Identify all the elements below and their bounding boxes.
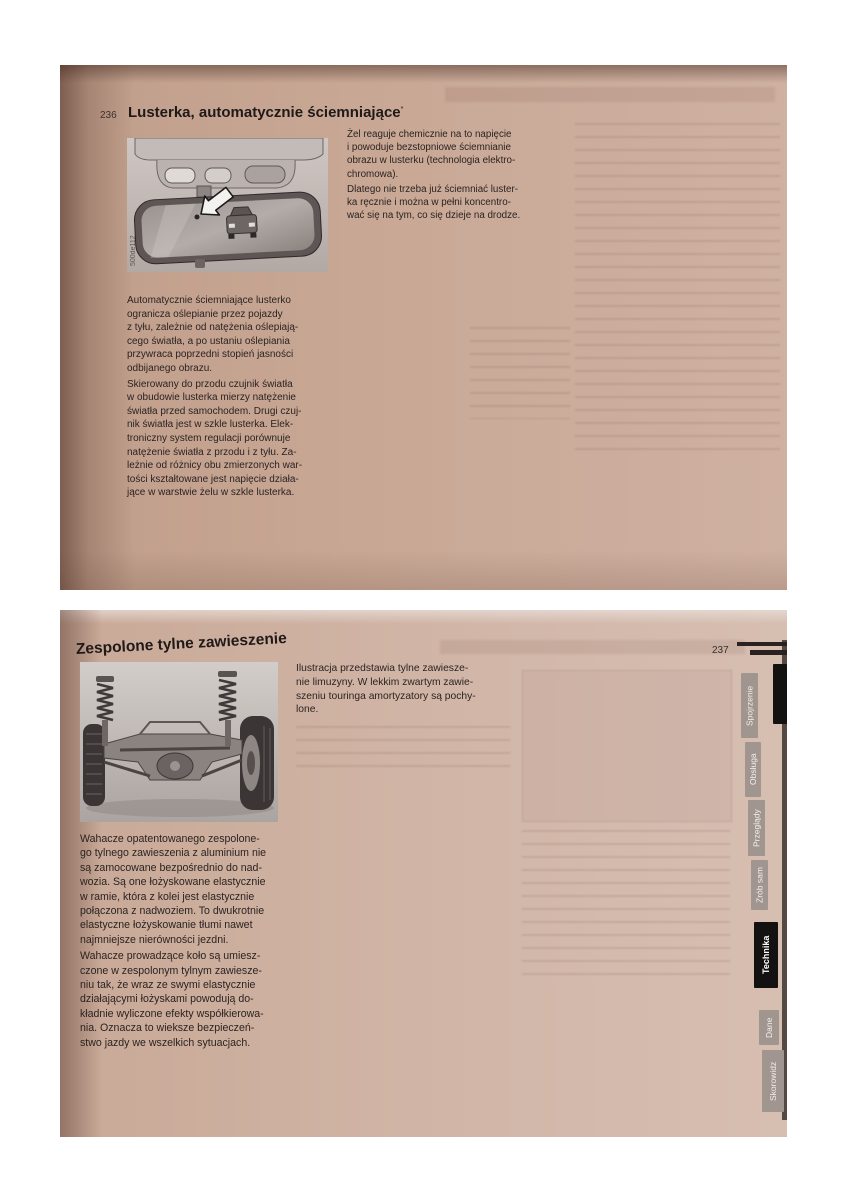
tab-cut-off (773, 664, 787, 724)
text-line: wozia. Są one łożyskowane elastycznie (80, 876, 266, 889)
show-through-heading (440, 640, 745, 654)
show-through-heading (445, 87, 775, 102)
section-mark (737, 642, 787, 646)
left-wheel (83, 724, 105, 806)
suspension-figure (80, 662, 278, 822)
figure-code: 500de112 (130, 235, 137, 266)
mirror-illustration (127, 138, 328, 272)
paragraph (347, 183, 569, 223)
optional-equipment-mark: * (400, 106, 404, 113)
right-wheel (240, 716, 274, 810)
page-title-text: Lusterka, automatycznie ściemniające (128, 104, 401, 121)
text-line: Wahacze opatentowanego zespolone- (80, 833, 260, 845)
text-line: go tylnego zawieszenia z aluminium nie (80, 847, 267, 860)
left-column-text (80, 832, 302, 1050)
paragraph (80, 832, 302, 947)
show-through-text (296, 726, 510, 768)
page-236-photo (60, 65, 787, 590)
text-line: nia. Oznacza to wieksze bezpieczeń- (80, 1022, 255, 1035)
page-number: 236 (100, 110, 117, 121)
text-line: elastyczne łożyskowanie tłumi nawet (80, 919, 253, 932)
right-column-text (296, 662, 516, 717)
page-number: 237 (712, 645, 729, 656)
text-line: Wahacze prowadzące koło są umiesz- (80, 950, 261, 963)
text-line: Automatycznie ściemniające lusterko (127, 295, 291, 306)
text-line: lone. (296, 704, 319, 716)
text-line: z tyłu, zależnie od natężenia oślepiają- (127, 322, 299, 334)
text-line: tości kształtowane jest napięcie działa- (127, 473, 299, 485)
tab-dane: Dane (759, 1010, 779, 1045)
tab-zrob-sam: Zrób sam (751, 860, 768, 910)
paragraph (127, 294, 351, 376)
text-line: nik światła jest w szkle lusterka. Elek- (127, 419, 294, 431)
tab-skorowidz: Skorowidz (762, 1050, 784, 1112)
show-through-text (470, 327, 570, 419)
text-line: ka ręcznie i można w pełni koncentro- (347, 197, 511, 209)
text-line: leżnie od różnicy obu zmierzonych war- (127, 460, 303, 472)
text-line: Skierowany do przodu czujnik światła (127, 378, 293, 390)
text-line: Dlatego nie trzeba już ściemniać luster- (347, 183, 518, 195)
text-line: troniczny system regulacji porównuje (127, 432, 291, 444)
left-column-text (127, 294, 351, 500)
text-line: w obudowie lusterka mierzy natężenie (127, 392, 296, 404)
rear-view-mirror (133, 191, 322, 265)
page-237-photo (60, 610, 787, 1137)
paragraph (80, 949, 302, 1050)
text-line: działającymi łożyskami powodują do- (80, 993, 254, 1006)
tab-technika: Technika (754, 922, 778, 988)
text-line: wać się na tym, co się dzieje na drodze. (347, 210, 521, 222)
text-line: najmniejsze nierówności jezdni. (80, 933, 229, 946)
text-line: są zamocowane bezpośrednio do nad- (80, 861, 262, 874)
page-title: Zespolone tylne zawieszenie (75, 629, 288, 658)
tab-przeglady: Przeglądy (748, 800, 765, 856)
text-line: obrazu w lusterku (technologia elektro- (347, 155, 516, 167)
show-through-text (522, 830, 730, 980)
text-line: szeniu touringa amortyzatory są pochy- (296, 690, 476, 702)
text-line: i powoduje bezstopniowe ściemnianie (347, 142, 511, 154)
right-column-text (347, 128, 569, 222)
text-line: Żel reaguje chemicznie na to napięcie (347, 129, 512, 140)
tab-spojrzenie: Spojrzenie (741, 673, 758, 738)
text-line: natężenie światła z przodu i z tyłu. Za- (127, 446, 297, 458)
text-line: odbijanego obrazu. (127, 362, 213, 374)
text-line: czone w zespolonym tylnym zawiesze- (80, 964, 262, 977)
tab-obsluga: Obsługa (745, 742, 761, 797)
text-line: ogranicza oślepianie przez pojazdy (127, 308, 283, 320)
text-line: niu tak, że wraz ze swymi elastycznie (80, 979, 256, 992)
paragraph (296, 662, 516, 717)
show-through-text (575, 123, 780, 453)
paragraph (347, 128, 569, 181)
text-line: w ramie, która z kolei jest elastycznie (80, 890, 255, 903)
text-line: światła przed samochodem. Drugi czuj- (127, 405, 302, 417)
text-line: chromowa). (347, 168, 399, 180)
text-line: Ilustracja przedstawia tylne zawiesze- (296, 663, 469, 674)
light-sensor (195, 215, 200, 220)
rear-suspension-illustration (80, 662, 278, 822)
text-line: połączona z nadwoziem. To dwukrotnie (80, 905, 265, 918)
mirror-figure (127, 138, 328, 272)
text-line: nie limuzyny. W lekkim zwartym zawie- (296, 676, 474, 688)
text-line: jące w warstwie żelu w szkle lusterka. (127, 487, 295, 499)
page-title (128, 101, 403, 122)
paragraph (127, 378, 351, 500)
text-line: stwo jazdy we wszelkich sytuacjach. (80, 1036, 251, 1049)
show-through-figure (522, 670, 732, 822)
text-line: przywraca poprzedni stopień jasności (127, 349, 294, 361)
text-line: cego światła, a po ustaniu oślepiania (127, 335, 290, 347)
text-line: kładnie wyliczone efekty współkierowa- (80, 1007, 264, 1020)
